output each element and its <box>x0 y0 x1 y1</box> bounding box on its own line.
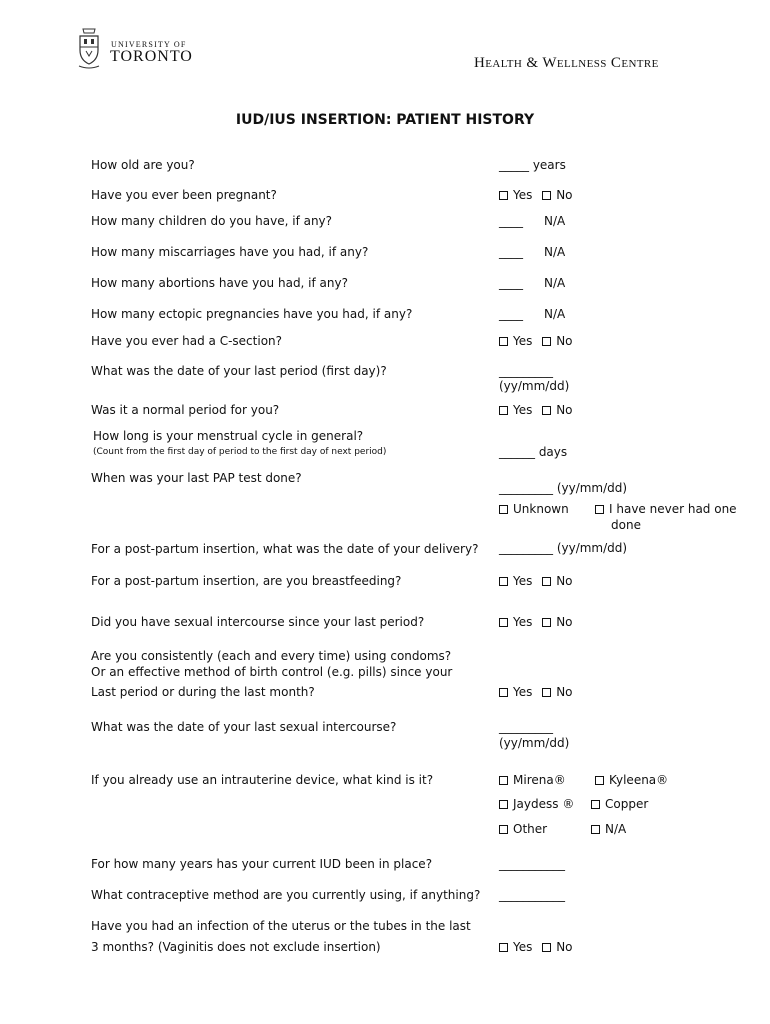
iud-na[interactable]: N/A <box>591 822 626 836</box>
answer-last-period-format: (yy/mm/dd) <box>499 379 570 393</box>
page-title: IUD/IUS INSERTION: PATIENT HISTORY <box>235 112 535 128</box>
checkbox-icon[interactable] <box>499 688 508 697</box>
answer-contraceptive[interactable]: ___________ <box>499 888 565 902</box>
question-age: How old are you? <box>91 158 195 172</box>
question-pregnant: Have you ever been pregnant? <box>91 188 277 202</box>
normal-period-yes[interactable]: Yes <box>499 403 532 417</box>
checkbox-icon[interactable] <box>542 191 551 200</box>
pap-never-line2: done <box>611 518 641 532</box>
checkbox-icon[interactable] <box>499 191 508 200</box>
iud-mirena[interactable]: Mirena® <box>499 773 566 787</box>
checkbox-icon[interactable] <box>591 825 600 834</box>
question-cycle-note: (Count from the first day of period to the first day of next period) <box>93 447 387 457</box>
checkbox-icon[interactable] <box>499 337 508 346</box>
answer-ectopic-blank[interactable]: ____ <box>499 307 523 321</box>
answer-miscarriages-na: N/A <box>544 245 566 259</box>
pregnant-no[interactable]: No <box>542 188 572 202</box>
centre-name: Health & Wellness Centre <box>474 55 659 71</box>
question-condoms-line3: Last period or during the last month? <box>91 685 315 699</box>
question-cycle: How long is your menstrual cycle in general? <box>93 429 364 443</box>
breastfeeding-yes[interactable]: Yes <box>499 574 532 588</box>
condoms-yes[interactable]: Yes <box>499 685 532 699</box>
question-infection-line1: Have you had an infection of the uterus or the tubes in the last <box>91 919 471 933</box>
answer-condoms <box>499 685 573 699</box>
answer-normal-period <box>499 403 573 417</box>
crest-icon <box>78 27 100 69</box>
checkbox-icon[interactable] <box>595 776 604 785</box>
question-iud-kind: If you already use an intrauterine device, what kind is it? <box>91 773 434 787</box>
question-miscarriages: How many miscarriages have you had, if any? <box>91 245 369 259</box>
answer-miscarriages-blank[interactable]: ____ <box>499 245 523 259</box>
iud-other[interactable]: Other <box>499 822 547 836</box>
checkbox-icon[interactable] <box>595 505 604 514</box>
answer-breastfeeding <box>499 574 573 588</box>
answer-iud-years[interactable]: ___________ <box>499 857 565 871</box>
checkbox-icon[interactable] <box>542 577 551 586</box>
infection-no[interactable]: No <box>542 940 572 954</box>
answer-children-blank[interactable]: ____ <box>499 214 523 228</box>
normal-period-no[interactable]: No <box>542 403 572 417</box>
checkbox-icon[interactable] <box>499 776 508 785</box>
answer-infection <box>499 940 573 954</box>
answer-children-na: N/A <box>544 214 566 228</box>
csection-yes[interactable]: Yes <box>499 334 532 348</box>
checkbox-icon[interactable] <box>542 943 551 952</box>
checkbox-icon[interactable] <box>542 406 551 415</box>
answer-delivery[interactable]: _________ (yy/mm/dd) <box>499 541 628 555</box>
answer-last-intercourse-format: (yy/mm/dd) <box>499 736 570 750</box>
question-last-intercourse: What was the date of your last sexual intercourse? <box>91 720 397 734</box>
intercourse-no[interactable]: No <box>542 615 572 629</box>
checkbox-icon[interactable] <box>499 943 508 952</box>
checkbox-icon[interactable] <box>499 800 508 809</box>
question-ectopic: How many ectopic pregnancies have you had, if any? <box>91 307 413 321</box>
answer-abortions-na: N/A <box>544 276 566 290</box>
answer-csection <box>499 334 573 348</box>
checkbox-icon[interactable] <box>499 825 508 834</box>
checkbox-icon[interactable] <box>499 577 508 586</box>
iud-jaydess[interactable]: Jaydess ® <box>499 797 574 811</box>
checkbox-icon[interactable] <box>499 505 508 514</box>
answer-last-period-blank[interactable]: _________ <box>499 364 553 378</box>
question-abortions: How many abortions have you had, if any? <box>91 276 348 290</box>
csection-no[interactable]: No <box>542 334 572 348</box>
infection-yes[interactable]: Yes <box>499 940 532 954</box>
answer-abortions-blank[interactable]: ____ <box>499 276 523 290</box>
question-condoms-line1: Are you consistently (each and every time) using condoms? <box>91 649 452 663</box>
breastfeeding-no[interactable]: No <box>542 574 572 588</box>
question-condoms-line2: Or an effective method of birth control (e.g. pills) since your <box>91 665 453 679</box>
question-iud-years: For how many years has your current IUD been in place? <box>91 857 433 871</box>
question-breastfeeding: For a post-partum insertion, are you breastfeeding? <box>91 574 402 588</box>
checkbox-icon[interactable] <box>542 337 551 346</box>
question-delivery: For a post-partum insertion, what was the date of your delivery? <box>91 542 479 556</box>
question-last-period: What was the date of your last period (first day)? <box>91 364 387 378</box>
checkbox-icon[interactable] <box>542 688 551 697</box>
question-infection-line2: 3 months? (Vaginitis does not exclude insertion) <box>91 940 381 954</box>
checkbox-icon[interactable] <box>499 406 508 415</box>
answer-last-intercourse-blank[interactable]: _________ <box>499 720 553 734</box>
question-intercourse: Did you have sexual intercourse since your last period? <box>91 615 425 629</box>
question-pap: When was your last PAP test done? <box>91 471 302 485</box>
pregnant-yes[interactable]: Yes <box>499 188 532 202</box>
question-normal-period: Was it a normal period for you? <box>91 403 280 417</box>
answer-intercourse <box>499 615 573 629</box>
checkbox-icon[interactable] <box>591 800 600 809</box>
question-csection: Have you ever had a C-section? <box>91 334 283 348</box>
condoms-no[interactable]: No <box>542 685 572 699</box>
pap-unknown[interactable]: Unknown <box>499 502 569 516</box>
iud-copper[interactable]: Copper <box>591 797 648 811</box>
toronto-text: TORONTO <box>110 48 193 65</box>
university-of-text: UNIVERSITY OF <box>111 40 187 49</box>
checkbox-icon[interactable] <box>542 618 551 627</box>
question-contraceptive: What contraceptive method are you currently using, if anything? <box>91 888 481 902</box>
answer-ectopic-na: N/A <box>544 307 566 321</box>
answer-pregnant <box>499 188 573 202</box>
iud-kyleena[interactable]: Kyleena® <box>595 773 668 787</box>
checkbox-icon[interactable] <box>499 618 508 627</box>
answer-age: _____ years <box>499 158 566 172</box>
pap-never[interactable]: I have never had one <box>595 502 737 516</box>
intercourse-yes[interactable]: Yes <box>499 615 532 629</box>
answer-pap-date[interactable]: _________ (yy/mm/dd) <box>499 481 628 495</box>
answer-cycle[interactable]: ______ days <box>499 445 568 459</box>
question-children: How many children do you have, if any? <box>91 214 333 228</box>
